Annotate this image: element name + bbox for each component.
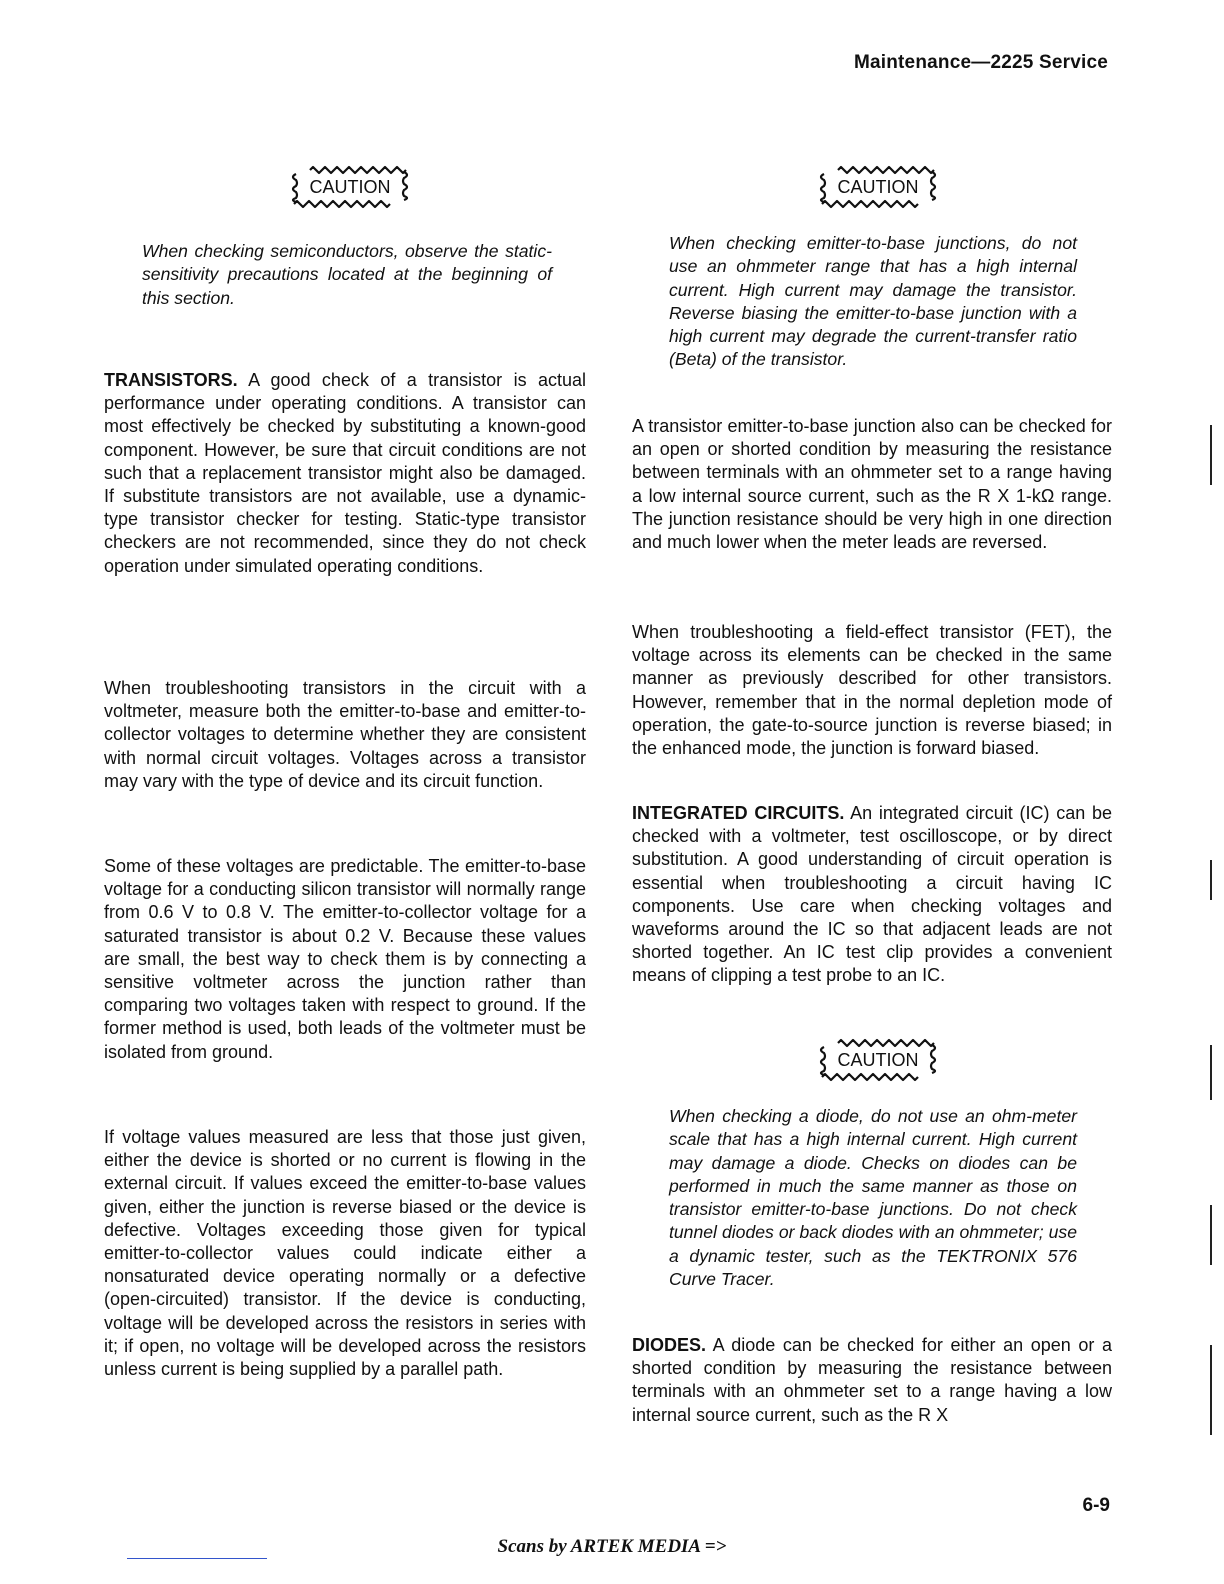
diodes-heading: DIODES. [632,1335,707,1355]
scan-edge-mark [1210,1205,1212,1265]
integrated-circuits-heading: INTEGRATED CIRCUITS. [632,803,845,823]
caution-label: CAUTION [309,177,391,197]
integrated-circuits-paragraph [632,802,1112,988]
credit-underline [127,1558,267,1559]
caution-label: CAUTION [837,177,919,197]
fet-block [632,621,1112,760]
transistors-text: A good check of a transistor is actual performance under operating conditions. A transistor can most effectively be checked by substituting a known-good component. However, be sure that circuit conditions are not such that a replacement transistor might also be damaged. If substitute transistors are not available, use a dynamic-type transistor checker for testing. Static-type transistor checkers are not recommended, since they do not check operation under simulated operating conditions. [104,370,586,576]
diodes-paragraph [632,1334,1112,1427]
caution-border-stroke [310,167,406,173]
transistors-section [104,369,586,578]
caution-text-emitter-base: When checking emitter-to-base junctions, do not use an ohmmeter range that has a high internal current. High current may damage the transistor. Reverse biasing the emitter-to-base junction with a high current may degrade the current-transfer ratio (Beta) of the transistor. [669,233,1077,370]
caution-label: CAUTION [837,1050,919,1070]
junction-check-block [632,415,1112,554]
scan-edge-mark [1210,425,1212,485]
caution-note-diode [669,1105,1077,1291]
diodes-section [632,1334,1112,1427]
caution-badge [288,162,412,212]
page-header-title: Maintenance—2225 Service [853,52,1108,73]
scan-edge-mark [1210,1045,1212,1100]
predictable-voltages-block [104,855,586,1064]
scan-edge-mark [1210,1345,1212,1435]
caution-border-stroke [822,201,918,207]
fet-paragraph: When troubleshooting a field-effect transistor (FET), the voltage across its elements can be checked in the same manner as previously described for other transistors. However, remember that in the normal depletion mode of operation, the gate-to-source junction is reverse biased; in the enhanced mode, the junction is forward biased. [632,622,1112,759]
integrated-circuits-section [632,802,1112,988]
transistors-paragraph [104,369,586,578]
scan-edge-mark [1210,860,1212,900]
caution-border-stroke [838,167,934,173]
junction-check-paragraph: A transistor emitter-to-base junction also can be checked for an open or shorted condition by measuring the resistance between terminals with an ohmmeter set to a range having a low internal source current, such as the R X 1-kΩ range. The junction resistance should be very high in one direction and much lower when the meter leads are reversed. [632,416,1112,553]
caution-note-emitter-base [669,232,1077,372]
page-number: 6-9 [1082,1495,1110,1516]
caution-border-stroke [294,201,390,207]
measured-values-block [104,1126,586,1381]
integrated-circuits-text: An integrated circuit (IC) can be checked with a voltmeter, test oscilloscope, or by direct substitution. A good understanding of circuit operation is essential when troubleshooting a circuit having IC components. Use care when checking voltages and waveforms around the IC so that adjacent leads are not shorted together. An IC test clip provides a convenient means of clipping a test probe to an IC. [632,803,1112,986]
voltmeter-paragraph-block [104,677,586,793]
caution-note [142,240,552,310]
scan-credit: Scans by ARTEK MEDIA => [497,1536,727,1557]
caution-border-stroke [822,1074,918,1080]
caution-text: When checking semiconductors, observe the static-sensitivity precautions located at the beginning of this section. [142,241,552,308]
predictable-voltages-paragraph: Some of these voltages are predictable. The emitter-to-base voltage for a conducting silicon transistor will normally range from 0.6 V to 0.8 V. The emitter-to-collector voltage for a saturated transistor is about 0.2 V. Because these values are small, the best way to check them is by connecting a sensitive voltmeter across the junction rather than comparing two voltages taken with respect to ground. If the former method is used, both leads of the voltmeter must be isolated from ground. [104,856,586,1062]
caution-text-diode: When checking a diode, do not use an ohm-meter scale that has a high internal current. High current may damage a diode. Checks on diodes can be performed in much the same manner as those on transistor emitter-to-base junctions. Do not check tunnel diodes or back diodes with an ohmmeter; use a dynamic tester, such as the TEKTRONIX 576 Curve Tracer. [669,1106,1077,1290]
caution-badge [816,1035,940,1085]
caution-border-stroke [838,1040,934,1046]
voltmeter-paragraph: When troubleshooting transistors in the circuit with a voltmeter, measure both the emitter-to-base and emitter-to-collector voltages to determine whether they are consistent with normal circuit voltages. Voltages across a transistor may vary with the type of device and its circuit function. [104,678,586,791]
diodes-text: A diode can be checked for either an open or a shorted condition by measuring the resistance between terminals with an ohmmeter set to a range having a low internal source current, such as the R X [632,1335,1112,1425]
caution-badge [816,162,940,212]
transistors-heading: TRANSISTORS. [104,370,238,390]
measured-values-paragraph: If voltage values measured are less that those just given, either the device is shorted or no current is flowing in the external circuit. If values exceed the emitter-to-base values given, either the junction is reverse biased or the device is defective. Voltages exceeding those given for typical emitter-to-collector values could indicate either a nonsaturated device operating normally or a defective (open-circuited) transistor. If the device is conducting, voltage will be developed across the resistors in series with it; if open, no voltage will be developed across the resistors unless current is being supplied by a parallel path. [104,1127,586,1380]
